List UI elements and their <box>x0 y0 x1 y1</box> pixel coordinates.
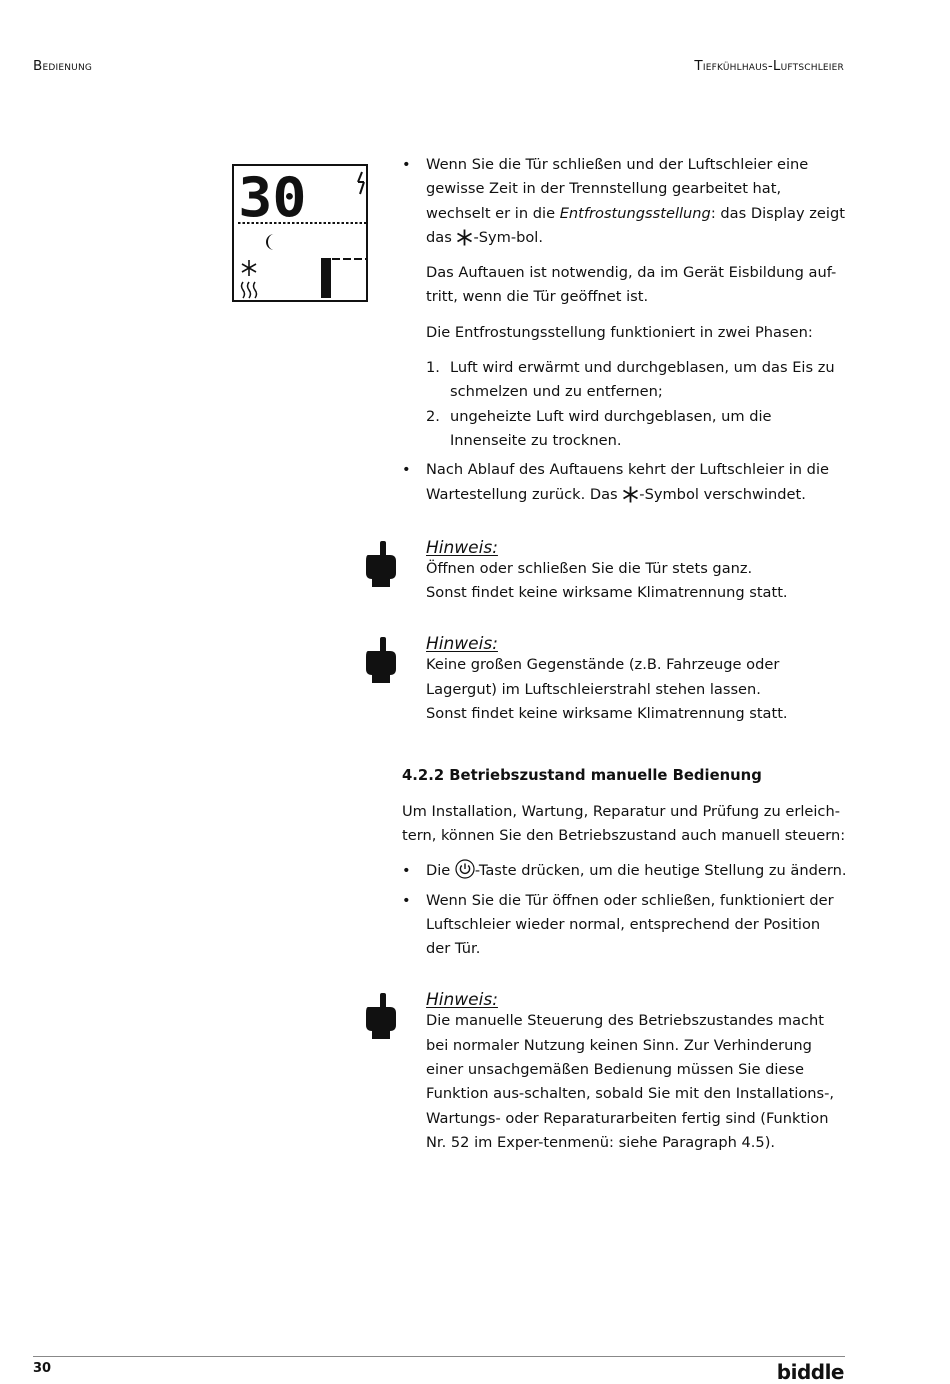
paragraph: Die Entfrostungsstellung funktioniert in zwei Phasen: <box>426 323 813 341</box>
main-content <box>402 153 847 1155</box>
note-text: Keine großen Gegenstände (z.B. Fahrzeuge oder Lagergut) im Luftschleierstrahl stehen lassen. <box>426 656 780 698</box>
list-item: • Nach Ablauf des Auftauens kehrt der Luftschleier in die Wartestellung zurück. Das -Symbol verschwindet. <box>402 458 847 507</box>
lightning-icon <box>358 172 364 194</box>
power-icon <box>455 859 475 879</box>
pointing-hand-icon <box>364 993 398 1039</box>
snowflake-icon <box>456 229 473 246</box>
list-item: • Die -Taste drücken, um die heutige Stellung zu ändern. <box>402 859 847 883</box>
list-item: • Wenn Sie die Tür schließen und der Luftschleier eine gewisse Zeit in der Trennstellung gearbeitet hat, wechselt er in die Entfrostungsstellung: das Display zeigt das -Sym-bol. <box>402 153 847 250</box>
moon-icon <box>266 234 274 250</box>
page-number: 30 <box>33 1361 52 1376</box>
footer-divider <box>33 1356 845 1357</box>
lcd-bar <box>321 258 331 298</box>
note-title: Hinweis: <box>426 990 498 1011</box>
list-item: • Wenn Sie die Tür öffnen oder schließen, funktioniert der Luftschleier wieder normal, entsprechend der Position der Tür. <box>402 889 847 962</box>
brand-logo: biddle <box>776 1360 844 1384</box>
note-text: Sonst findet keine wirksame Klimatrennung statt. <box>426 705 788 723</box>
note-text: Sonst findet keine wirksame Klimatrennung statt. <box>426 584 788 602</box>
lcd-display <box>232 164 368 302</box>
snowflake-icon <box>622 486 639 503</box>
numbered-item: 1. Luft wird erwärmt und durchgeblasen, um das Eis zu schmelzen und zu entfernen; <box>426 359 835 401</box>
header-section-title: Bedienung <box>33 58 93 74</box>
pointing-hand-icon <box>364 637 398 683</box>
note-title: Hinweis: <box>426 537 498 558</box>
lcd-digits: 30 <box>238 167 307 230</box>
header-document-title: Tiefkühlhaus-Luftschleier <box>694 58 844 74</box>
note-text: Die manuelle Steuerung des Betriebszustandes macht bei normaler Nutzung keinen Sinn. Zur Verhinderung einer unsachgemäßen Bedienung müssen Sie diese Funktion aus-schalten, sobald Sie mit den Installations-, Wartungs- oder Reparaturarbeiten fertig sind (Funktion Nr. 52 im Exper-tenmenü: siehe Paragraph 4.5). <box>426 1012 835 1151</box>
note-box <box>402 633 847 726</box>
note-title: Hinweis: <box>426 634 498 655</box>
lcd-display-graphic <box>234 166 370 304</box>
numbered-item: 2. ungeheizte Luft wird durchgeblasen, um die Innenseite zu trocknen. <box>426 407 772 449</box>
note-box <box>402 989 847 1155</box>
snowflake-icon <box>242 260 256 276</box>
note-text: Öffnen oder schließen Sie die Tür stets ganz. <box>426 559 753 577</box>
paragraph: Um Installation, Wartung, Reparatur und Prüfung zu erleich-tern, können Sie den Betriebszustand auch manuell steuern: <box>402 802 846 844</box>
paragraph: Das Auftauen ist notwendig, da im Gerät Eisbildung auf-tritt, wenn die Tür geöffnet ist. <box>426 264 837 306</box>
emphasis-term: Entfrostungsstellung <box>559 204 711 222</box>
pointing-hand-icon <box>364 541 398 587</box>
heat-waves-icon <box>242 282 257 298</box>
note-box <box>402 537 847 606</box>
section-heading: 4.2.2 Betriebszustand manuelle Bedienung <box>402 767 762 785</box>
